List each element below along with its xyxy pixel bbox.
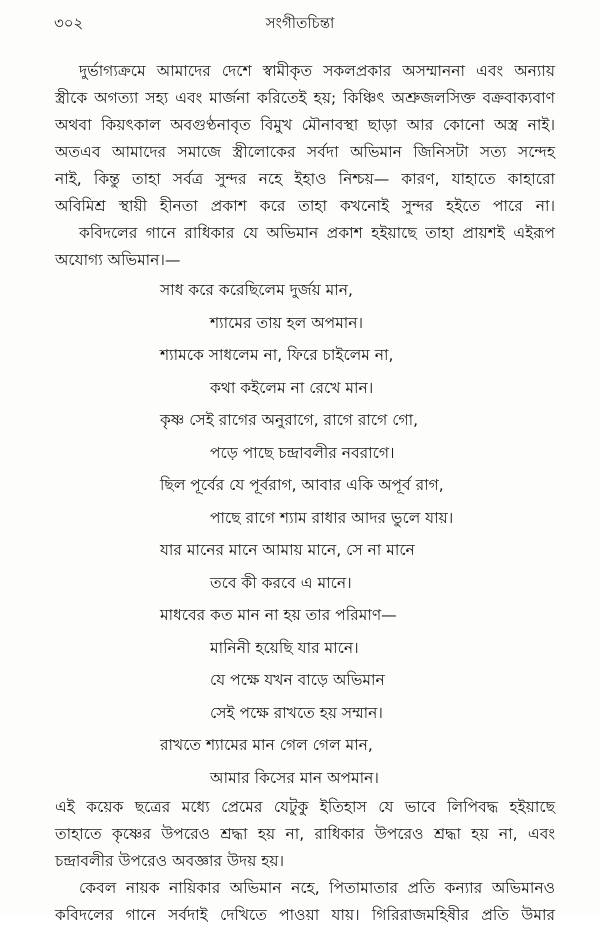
verse-line: মাধবের কত মান না হয় তার পরিমাণ— [160, 606, 397, 624]
text-line: কবিদলের গানে সর্বদাই দেখিতে পাওয়া যায়। গিরিরাজমহিষীর প্রতি উমার [55, 906, 555, 924]
paragraph-4 [55, 875, 555, 929]
text-line: এই কয়েক ছত্রের মধ্যে প্রেমের যেটুকু ইতিহাস যে ভাবে লিপিবদ্ধ হইয়াছে [55, 798, 555, 816]
verse-line: রাখতে শ্যামের মান গেল গেল মান, [160, 736, 373, 754]
text-line: দুর্ভাগ্যক্রমে আমাদের দেশে স্বামীকৃত সকলপ্রকার অসম্মাননা এবং অন্যায় [79, 62, 555, 80]
verse-line: শ্যামের তায় হল অপমান। [210, 313, 364, 332]
text-line: অযোগ্য অভিমান।— [55, 251, 181, 269]
verse-line: পড়ে পাছে চন্দ্রাবলীর নবরাগে। [210, 443, 395, 462]
page-header [54, 12, 546, 36]
verse-line: কৃষ্ণ সেই রাগের অনুরাগে, রাগে রাগে গো, [160, 411, 419, 429]
verse-line: সেই পক্ষে রাখতে হয় সম্মান। [210, 703, 383, 722]
verse-line: আমার কিসের মান অপমান। [210, 768, 379, 787]
running-title: সংগীতচিন্তা [265, 14, 335, 32]
paragraph-2 [55, 220, 555, 274]
verse-line: যে পক্ষে যখন বাড়ে অভিমান [210, 671, 385, 689]
verse-line: ছিল পূর্বের যে পূর্বরাগ, আবার একি অপূর্ব রাগ, [160, 476, 444, 494]
paragraph-1 [55, 58, 555, 220]
verse-line: মানিনী হয়েছি যার মানে। [210, 638, 359, 657]
text-line: নাই, কিন্তু তাহা সর্বত্র সুন্দর নহে ইহাও নিশ্চয়— কারণ, যাহাতে কাহারো [55, 170, 555, 188]
verse-block [55, 274, 555, 794]
body-text [55, 58, 555, 929]
page-number: ৩০২ [54, 14, 84, 32]
text-line: তাহাতে কৃষ্ণের উপরেও শ্রদ্ধা হয় না, রাধিকার উপরেও শ্রদ্ধা হয় না, এবং [55, 825, 555, 843]
verse-line: তবে কী করবে এ মানে। [210, 573, 352, 592]
text-line: স্ত্রীকে অগত্যা সহ্য এবং মার্জনা করিতেই হয়; কিঞ্চিৎ অশ্রুজলসিক্ত বক্রবাক্যবাণ [55, 89, 555, 107]
text-line: অথবা কিয়ৎকাল অবগুণ্ঠনাবৃত বিমুখ মৌনাবস্থা ছাড়া আর কোনো অস্ত্র নাই। [55, 116, 555, 134]
verse-line: সাধ করে করেছিলেম দুর্জয় মান, [160, 281, 353, 299]
verse-line: শ্যামকে সাধলেম না, ফিরে চাইলেম না, [160, 346, 394, 364]
verse-line: পাছে রাগে শ্যাম রাধার আদর ভুলে যায়। [210, 508, 454, 527]
verse-line: কথা কইলেম না রেখে মান। [210, 378, 374, 397]
text-line: চন্দ্রাবলীর উপরেও অবজ্ঞার উদয় হয়। [55, 852, 285, 870]
text-line: কবিদলের গানে রাধিকার যে অভিমান প্রকাশ হইয়াছে তাহা প্রায়শই এইরূপ [79, 224, 555, 242]
paragraph-3 [55, 794, 555, 875]
text-line: কেবল নায়ক নায়িকার অভিমান নহে, পিতামাতার প্রতি কন্যার অভিমানও [79, 879, 555, 897]
verse-line: যার মানের মানে আমায় মানে, সে না মানে [160, 541, 415, 559]
text-line: অতএব আমাদের সমাজে স্ত্রীলোকের সর্বদা অভিমান জিনিসটা সত্য সন্দেহ [55, 143, 555, 161]
text-line: অবিমিশ্র স্থায়ী হীনতা প্রকাশ করে তাহা কখনোই সুন্দর হইতে পারে না। [55, 197, 555, 215]
